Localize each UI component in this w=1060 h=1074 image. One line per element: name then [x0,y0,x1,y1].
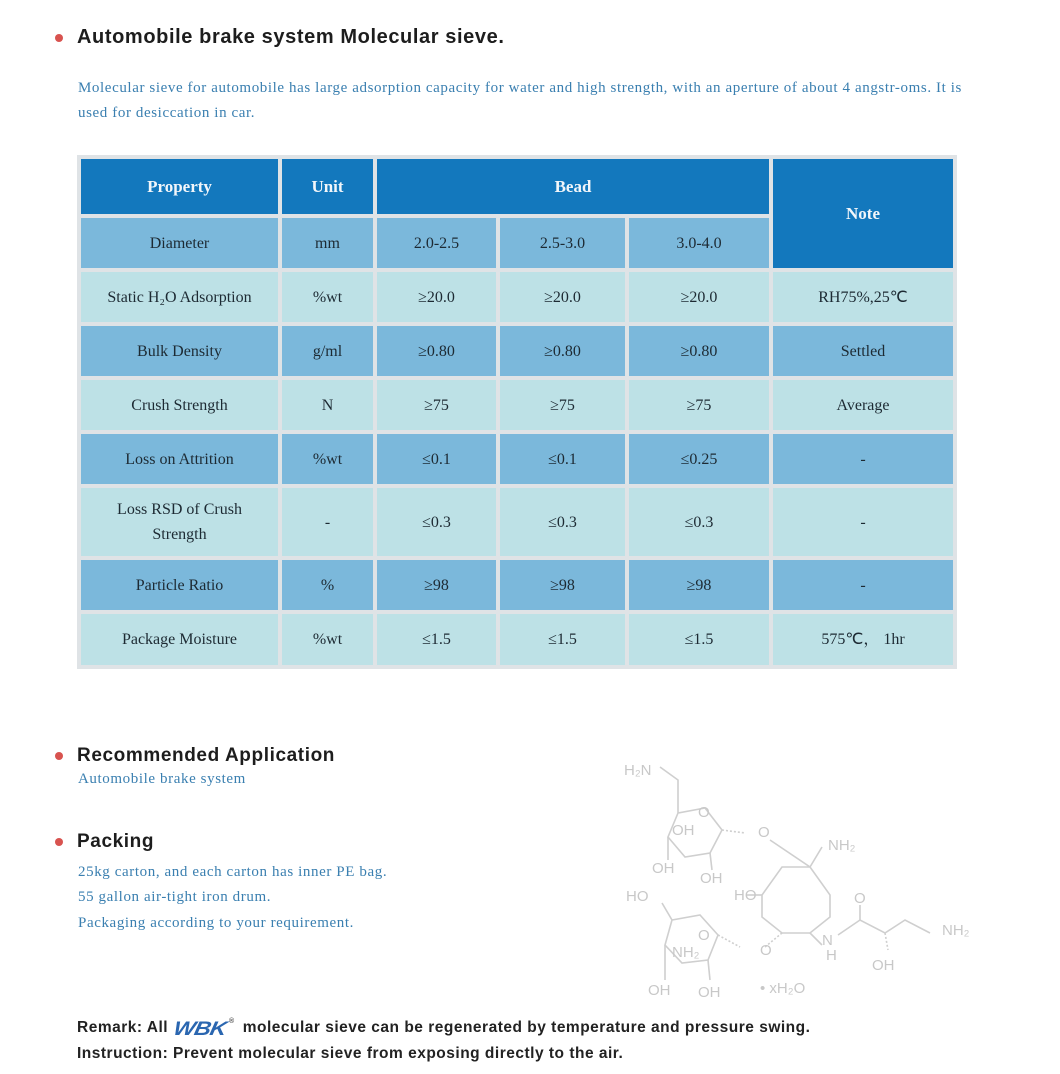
molecule-label: N [822,932,833,949]
row-value: ≤1.5 [629,614,769,665]
molecule-label: H₂N [624,762,652,779]
header-note: Note [773,159,953,268]
packing-section [55,831,154,853]
packing-line: 55 gallon air-tight iron drum. [78,889,272,905]
diameter-range: 2.0-2.5 [377,218,496,268]
row-value: ≤0.3 [629,488,769,556]
molecule-label: O [854,890,866,907]
molecule-label: OH [872,957,895,974]
row-property: Loss on Attrition [81,434,278,484]
molecule-label: NH₂ [828,837,856,854]
spec-table [77,155,957,669]
registered-mark: ® [229,1018,235,1025]
row-value: ≥98 [377,560,496,610]
packing-line: Packaging according to your requirement. [78,915,354,931]
molecule-label: HO [626,888,649,905]
row-property: Particle Ratio [81,560,278,610]
row-property: Bulk Density [81,326,278,376]
row-property: Static H₂O Adsorption [81,272,278,322]
row-value: ≤0.25 [629,434,769,484]
application-text: Automobile brake system [78,771,246,787]
row-value: ≥0.80 [377,326,496,376]
molecule-label: O [698,804,710,821]
instruction-line: Instruction: Prevent molecular sieve from exposing directly to the air. [77,1045,624,1062]
row-value: ≥0.80 [629,326,769,376]
row-value: ≤0.3 [377,488,496,556]
header-bead: Bead [377,159,769,214]
page-title: Automobile brake system Molecular sieve. [77,26,505,48]
row-note: - [773,488,953,556]
diameter-range: 2.5-3.0 [500,218,625,268]
row-unit: g/ml [282,326,373,376]
row-value: ≤0.3 [500,488,625,556]
remark-prefix: Remark: All [77,1019,169,1036]
row-value: ≤0.1 [377,434,496,484]
molecule-label: H [826,947,837,964]
remark-line [77,1018,810,1038]
header-property: Property [81,159,278,214]
row-unit: - [282,488,373,556]
packing-line: 25kg carton, and each carton has inner PE bag. [78,864,388,880]
molecule-label: O [760,942,772,959]
row-value: ≥75 [629,380,769,430]
logo-text: WBK [171,1016,229,1040]
molecule-label: • xH₂O [760,980,806,997]
molecule-structure-illustration [610,755,1000,1005]
molecule-label: NH₂ [942,922,970,939]
row-note: Settled [773,326,953,376]
row-value: ≥98 [500,560,625,610]
row-value: ≥20.0 [500,272,625,322]
molecule-label: OH [700,870,723,887]
row-property: Package Moisture [81,614,278,665]
bullet-icon [55,838,63,846]
diameter-label: Diameter [81,218,278,268]
intro-paragraph: Molecular sieve for automobile has large adsorption capacity for water and high strength, with an aperture of about 4 angstr-oms. It is used for desiccation in car. [78,80,962,121]
header-unit: Unit [282,159,373,214]
molecule-label: OH [648,982,671,999]
title-section [55,26,505,49]
row-note: RH75%,25℃ [773,272,953,322]
bullet-icon [55,34,63,42]
row-value: ≤1.5 [500,614,625,665]
molecule-label: OH [698,984,721,1001]
molecule-label: NH₂ [672,944,700,961]
diameter-range: 3.0-4.0 [629,218,769,268]
application-heading: Recommended Application [77,745,336,766]
application-section [55,745,335,767]
row-value: ≥75 [377,380,496,430]
row-unit: %wt [282,434,373,484]
row-value: ≤1.5 [377,614,496,665]
row-value: ≥98 [629,560,769,610]
wbk-logo [171,1016,235,1040]
row-unit: N [282,380,373,430]
row-property: Crush Strength [81,380,278,430]
row-note: Average [773,380,953,430]
row-value: ≥75 [500,380,625,430]
diameter-unit: mm [282,218,373,268]
row-note: - [773,560,953,610]
row-unit: % [282,560,373,610]
molecule-label: OH [672,822,695,839]
bullet-icon [55,752,63,760]
row-unit: %wt [282,614,373,665]
row-value: ≤0.1 [500,434,625,484]
row-value: ≥20.0 [629,272,769,322]
molecule-label: O [758,824,770,841]
row-value: ≥20.0 [377,272,496,322]
row-property: Loss RSD of Crush Strength [81,488,278,556]
packing-heading: Packing [77,831,155,852]
molecule-label: HO [734,887,757,904]
row-note: - [773,434,953,484]
molecule-label: O [698,927,710,944]
row-note: 575℃， 1hr [773,614,953,665]
row-unit: %wt [282,272,373,322]
molecule-label: OH [652,860,675,877]
remark-suffix: molecular sieve can be regenerated by temperature and pressure swing. [242,1019,811,1036]
row-value: ≥0.80 [500,326,625,376]
